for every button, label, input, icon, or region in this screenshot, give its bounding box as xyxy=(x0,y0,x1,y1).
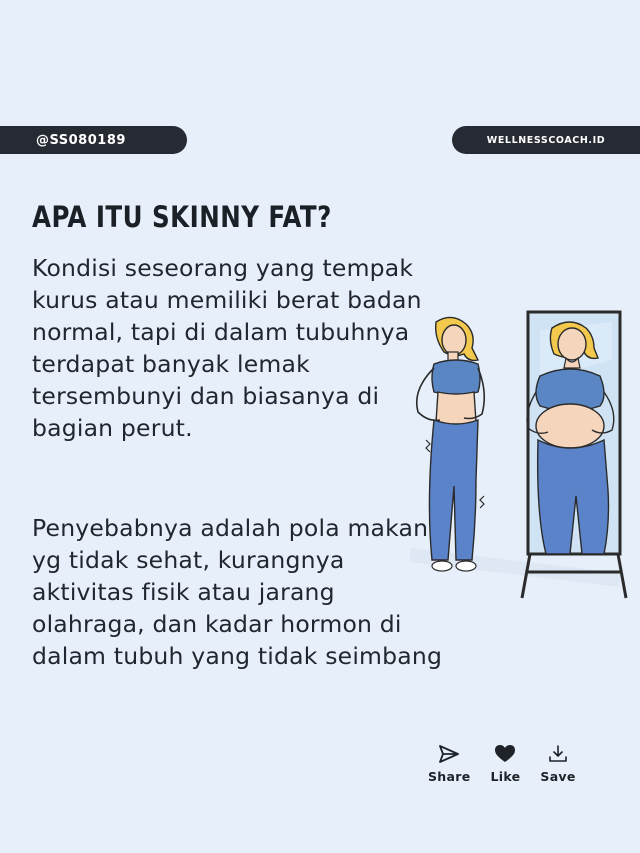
download-icon xyxy=(547,742,569,766)
cause-paragraph: Penyebabnya adalah pola makan yg tidak sehat, kurangnya aktivitas fisik atau jarang olahraga, dan kadar hormon di dalam tubuh yang tidak seimbang xyxy=(32,514,443,670)
save-label: Save xyxy=(540,769,576,784)
like-label: Like xyxy=(490,769,521,784)
share-label: Share xyxy=(428,769,471,784)
handle-badge xyxy=(0,126,187,154)
heart-icon xyxy=(494,742,516,766)
brand-text: WELLNESSCOACH.ID xyxy=(486,134,606,146)
brand-badge xyxy=(452,126,640,154)
slim-woman-figure xyxy=(417,317,485,571)
page-title: APA ITU SKINNY FAT? xyxy=(32,200,332,234)
share-button[interactable] xyxy=(428,742,470,784)
share-icon xyxy=(438,742,460,766)
save-button[interactable] xyxy=(540,742,575,784)
action-bar xyxy=(428,742,576,784)
definition-paragraph: Kondisi seseorang yang tempak kurus atau memiliki berat badan normal, tapi di dalam tubuhnya terdapat banyak lemak tersembunyi dan biasanya di bagian perut. xyxy=(32,254,422,442)
handle-text: @SS080189 xyxy=(36,132,126,148)
skinny-fat-mirror-illustration xyxy=(390,300,630,600)
like-button[interactable] xyxy=(490,742,520,784)
